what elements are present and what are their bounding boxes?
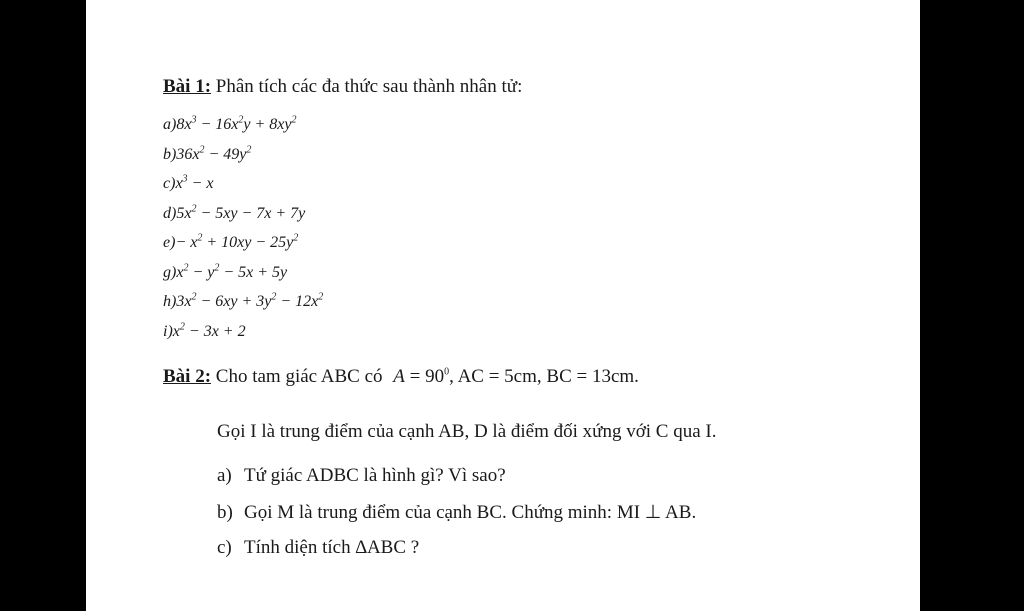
polynomial-item	[163, 293, 323, 311]
polynomial-expression: $x^3 - x$	[175, 173, 214, 192]
bai2-label: Bài 2:	[163, 366, 212, 387]
bai2-line2: Gọi I là trung điểm của cạnh AB, D là điểm đối xứng với C qua I.	[217, 421, 717, 442]
question-label: c)	[217, 537, 232, 558]
polynomial-item	[163, 175, 213, 193]
question-item	[217, 501, 696, 524]
question-item	[217, 465, 506, 487]
polynomial-item	[163, 205, 305, 223]
angle-variable: A	[393, 366, 405, 387]
bai2-heading	[163, 366, 639, 388]
bai1-label: Bài 1:	[163, 76, 212, 97]
polynomial-expression: $5x^2 - 5xy - 7x + 7y$	[176, 203, 306, 222]
degree-sup: 0	[444, 366, 450, 378]
question-text: Tính diện tích ∆ABC ?	[244, 537, 420, 558]
question-label: b)	[217, 502, 233, 523]
angle-value: = 90	[409, 366, 445, 387]
bai1-title: Phân tích các đa thức sau thành nhân tử:	[215, 76, 523, 97]
question-text: Tứ giác ADBC là hình gì? Vì sao?	[244, 465, 506, 486]
item-prefix: e)	[163, 234, 176, 251]
item-prefix: d)	[163, 204, 177, 222]
item-prefix: h)	[163, 293, 177, 310]
item-prefix: c)	[163, 175, 176, 192]
document-page	[86, 0, 920, 611]
bai2-intro: Cho tam giác ABC có	[215, 366, 383, 387]
item-prefix: a)	[163, 116, 177, 133]
question-label: a)	[217, 465, 232, 486]
polynomial-expression: $8x^3 - 16x^2y + 8xy^2$	[176, 114, 297, 133]
item-prefix: i)	[163, 322, 173, 340]
polynomial-expression: $x^2 - 3x + 2$	[172, 321, 246, 340]
polynomial-item	[163, 234, 298, 252]
polynomial-expression: $36x^2 - 49y^2$	[176, 144, 252, 163]
polynomial-item	[163, 323, 246, 341]
polynomial-expression: − $x^2 + 10xy - 25y^2$	[175, 232, 299, 251]
polynomial-expression: $3x^2 - 6xy + 3y^2 - 12x^2$	[176, 291, 324, 310]
polynomial-item	[163, 264, 287, 282]
bai1-heading	[163, 76, 522, 98]
question-item	[217, 537, 419, 559]
question-text: Gọi M là trung điểm của cạnh BC. Chứng minh: MI ⊥ AB.	[244, 502, 697, 523]
polynomial-expression: $x^2 - y^2 - 5x + 5y$	[176, 262, 288, 281]
polynomial-item	[163, 116, 296, 134]
item-prefix: b)	[163, 145, 177, 163]
item-prefix: g)	[163, 263, 177, 281]
polynomial-item	[163, 146, 251, 164]
bai2-rest: , AC = 5cm, BC = 13cm.	[449, 366, 639, 387]
